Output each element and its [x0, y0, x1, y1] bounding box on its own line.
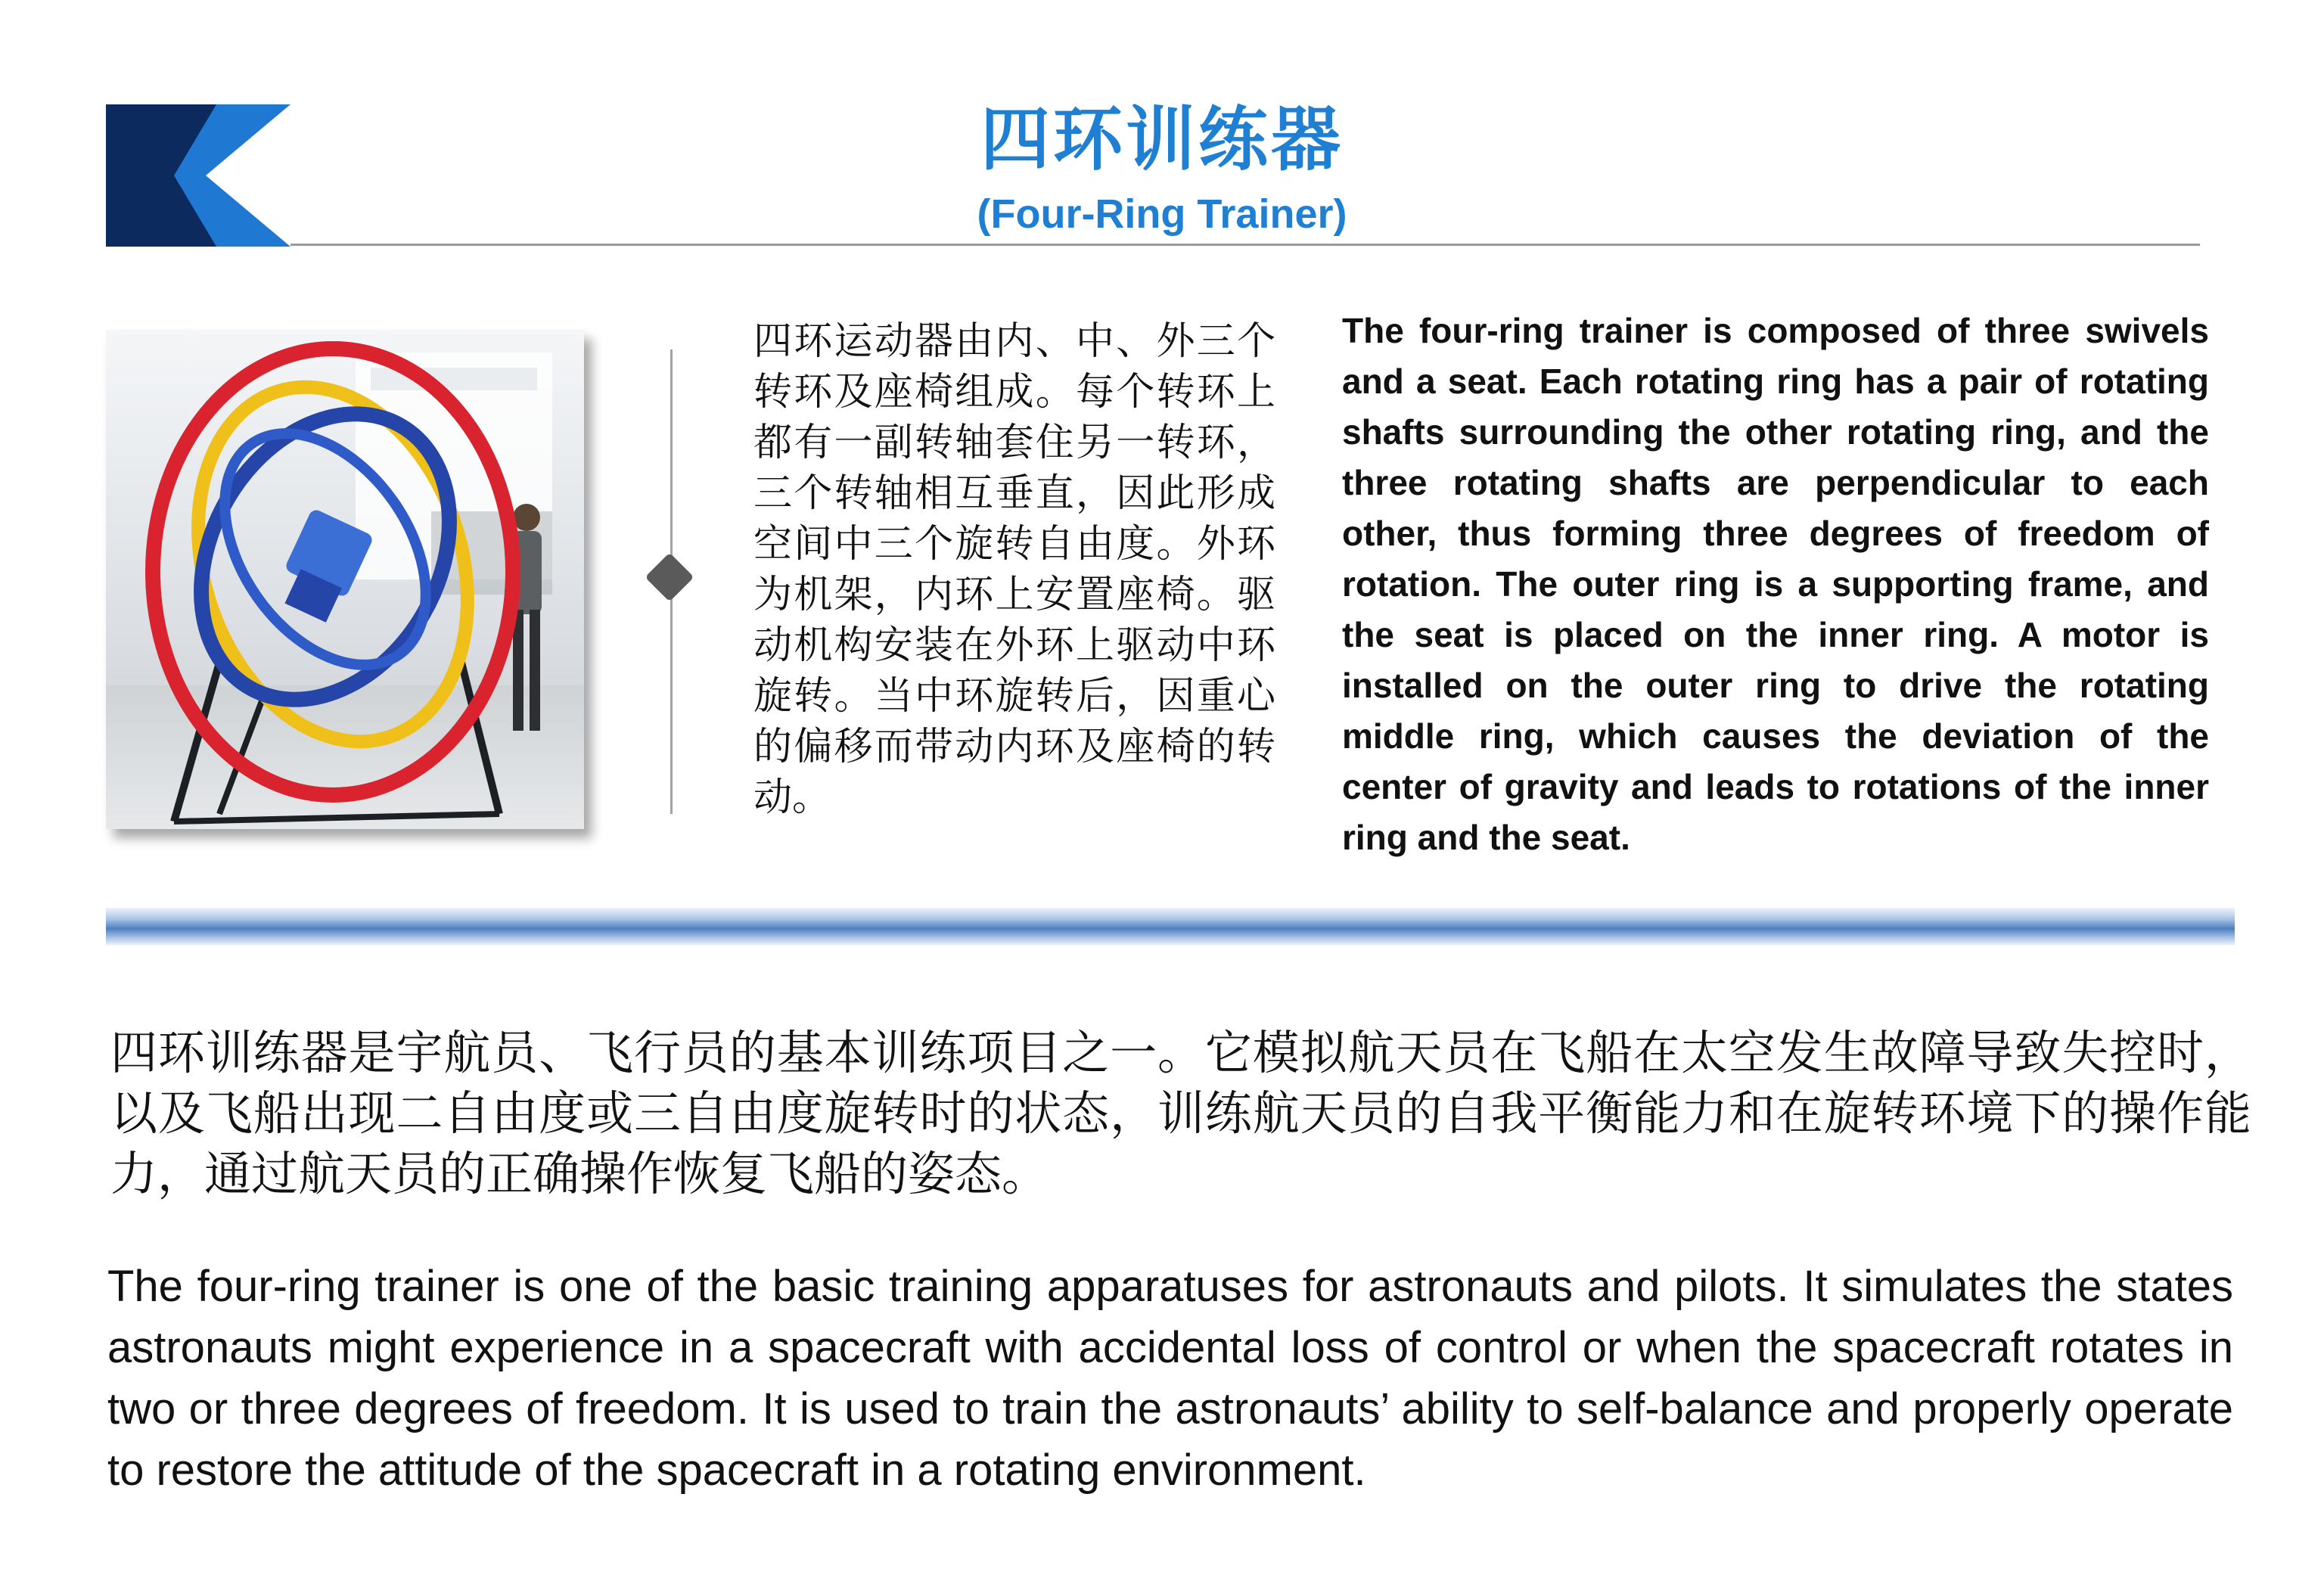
section-divider-bar	[106, 908, 2235, 946]
summary-zh: 四环训练器是宇航员、飞行员的基本训练项目之一。它模拟航天员在飞船在太空发生故障导致失控时，以及飞船出现二自由度或三自由度旋转时的状态，训练航天员的自我平衡能力和在旋转环境下的操作能力，通过航天员的正确操作恢复飞船的姿态。	[110, 1025, 2251, 1201]
summary-en: The four-ring trainer is one of the basic training apparatuses for astronauts and pilots. It simulates the states astronauts might experience in a spacecraft with accidental loss of control or when the spacecraft rotates in two or three degrees of freedom. It is used to train the astronauts’ ability to self-balance and properly operate to restore the attitude of the spacecraft in a rotating environment.	[107, 1262, 2233, 1495]
four-ring-trainer-photo	[106, 330, 584, 829]
page-title: 四环训练器	[980, 99, 1344, 180]
description-en: The four-ring trainer is composed of three swivels and a seat. Each rotating ring has a pair of rotating shafts surrounding the other rotating ring, and the three rotating shafts are perpendicular to each other, thus forming three degrees of freedom of rotation. The outer ring is a supporting frame, and the seat is placed on the inner ring. A motor is installed on the outer ring to drive the rotating middle ring, which causes the deviation of the center of gravity and leads to rotations of the inner ring and the seat.	[1342, 311, 2209, 857]
page-subtitle: (Four-Ring Trainer)	[977, 191, 1347, 237]
header-divider	[290, 244, 2200, 246]
diamond-bullet-icon	[645, 552, 694, 601]
description-zh: 四环运动器由内、中、外三个转环及座椅组成。每个转环上都有一副转轴套住另一转环，三个转轴相互垂直，因此形成空间中三个旋转自由度。外环为机架，内环上安置座椅。驱动机构安装在外环上驱动中环旋转。当中环旋转后，因重心的偏移而带动内环及座椅的转动。	[753, 319, 1275, 820]
